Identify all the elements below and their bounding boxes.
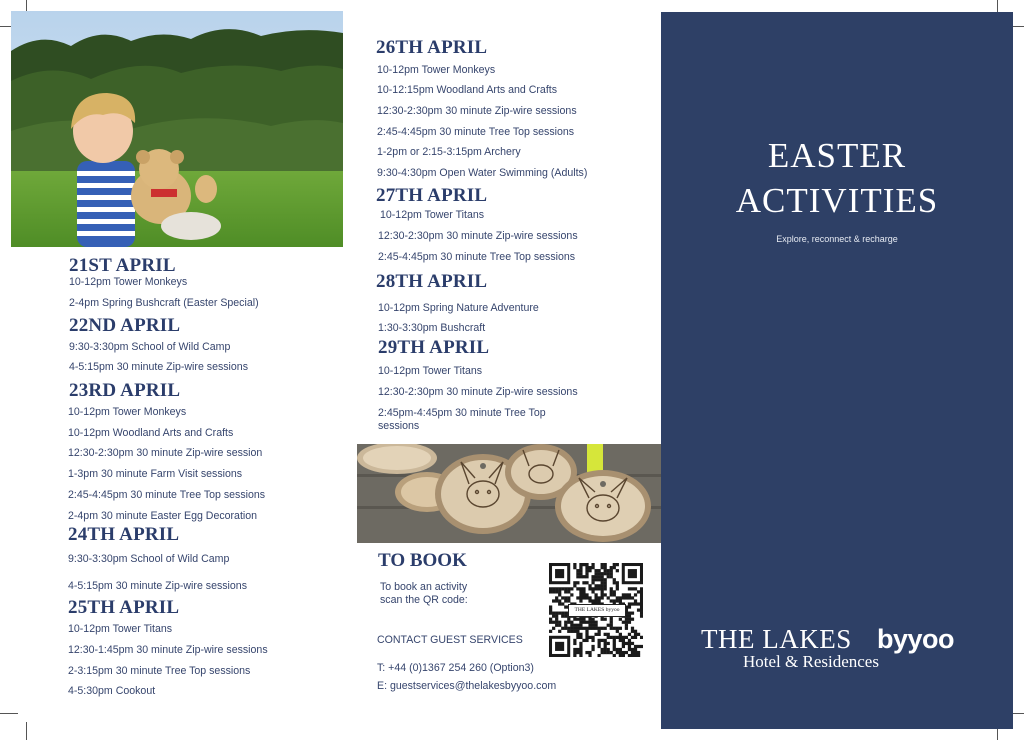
activity-item: 9:30-4:30pm Open Water Swimming (Adults)	[377, 167, 588, 179]
contact-phone[interactable]: T: +44 (0)1367 254 260 (Option3)	[377, 662, 534, 674]
activity-item: 10-12pm Tower Monkeys	[69, 276, 188, 288]
activity-item: 10-12pm Tower Titans	[68, 623, 173, 635]
activity-item: 2-4pm Spring Bushcraft (Easter Special)	[69, 297, 259, 309]
day-heading: 28TH APRIL	[376, 271, 488, 292]
activity-item: 2:45-4:45pm 30 minute Tree Top sessions	[377, 126, 575, 138]
day-heading: 23RD APRIL	[69, 380, 181, 401]
cover-title-line-2: ACTIVITIES	[735, 181, 939, 220]
day-heading: 29TH APRIL	[378, 337, 490, 358]
qr-label: THE LAKES byyoo	[568, 604, 626, 617]
activity-item: 2-3:15pm 30 minute Tree Top sessions	[68, 665, 251, 677]
activity-item: 9:30-3:30pm School of Wild Camp	[68, 553, 230, 565]
activity-item: 12:30-2:30pm 30 minute Zip-wire session	[68, 447, 263, 459]
day-heading: 24TH APRIL	[68, 524, 180, 545]
contact-email[interactable]: E: guestservices@thelakesbyyoo.com	[377, 680, 557, 692]
activity-item: 9:30-3:30pm School of Wild Camp	[69, 341, 231, 353]
activity-item: 4-5:15pm 30 minute Zip-wire sessions	[69, 361, 248, 373]
activity-item: 10-12pm Tower Titans	[380, 209, 485, 221]
activity-item: 1:30-3:30pm Bushcraft	[378, 322, 486, 334]
cover-tagline: Explore, reconnect & recharge	[776, 234, 898, 244]
activity-item: 2-4pm 30 minute Easter Egg Decoration	[68, 510, 258, 522]
to-book-heading: TO BOOK	[378, 550, 467, 571]
day-heading: 21ST APRIL	[69, 255, 176, 276]
cover-panel	[661, 12, 1013, 729]
activity-item: 2:45pm-4:45pm 30 minute Tree Top sessions	[378, 407, 546, 432]
day-heading: 25TH APRIL	[68, 597, 180, 618]
brand-subtitle: Hotel & Residences	[743, 652, 879, 671]
activity-item: 2:45-4:45pm 30 minute Tree Top sessions	[378, 251, 576, 263]
wooden-bunny-discs-photo	[357, 444, 661, 543]
activity-item: 10-12pm Tower Monkeys	[68, 406, 187, 418]
activity-item: 10-12pm Woodland Arts and Crafts	[68, 427, 234, 439]
qr-code[interactable]	[549, 563, 643, 657]
activity-item: 1-2pm or 2:15-3:15pm Archery	[377, 146, 521, 158]
brand-suffix-logo: byyoo	[877, 624, 955, 654]
day-heading: 27TH APRIL	[376, 185, 488, 206]
contact-heading: CONTACT GUEST SERVICES	[377, 634, 523, 646]
activity-item: 4-5:15pm 30 minute Zip-wire sessions	[68, 580, 247, 592]
activity-item: 1-3pm 30 minute Farm Visit sessions	[68, 468, 243, 480]
crop-mark	[0, 713, 18, 714]
activity-item: 12:30-2:30pm 30 minute Zip-wire sessions	[377, 105, 577, 117]
activity-item: 10-12:15pm Woodland Arts and Crafts	[377, 84, 558, 96]
cover-title-line-1: EASTER	[767, 136, 907, 175]
activity-item: 2:45-4:45pm 30 minute Tree Top sessions	[68, 489, 266, 501]
activity-item: 12:30-2:30pm 30 minute Zip-wire sessions	[378, 230, 578, 242]
activity-item: 10-12pm Spring Nature Adventure	[378, 302, 539, 314]
booking-instructions: To book an activity scan the QR code:	[380, 581, 468, 606]
activity-item: 10-12pm Tower Titans	[378, 365, 483, 377]
crop-mark	[26, 722, 27, 740]
day-heading: 22ND APRIL	[69, 315, 181, 336]
day-heading: 26TH APRIL	[376, 37, 488, 58]
activity-item: 4-5:30pm Cookout	[68, 685, 156, 697]
brand-name: THE LAKES	[701, 624, 852, 654]
child-with-teddy-photo	[11, 11, 343, 247]
activity-item: 10-12pm Tower Monkeys	[377, 64, 496, 76]
activity-item: 12:30-1:45pm 30 minute Zip-wire sessions	[68, 644, 268, 656]
activity-item: 12:30-2:30pm 30 minute Zip-wire sessions	[378, 386, 578, 398]
